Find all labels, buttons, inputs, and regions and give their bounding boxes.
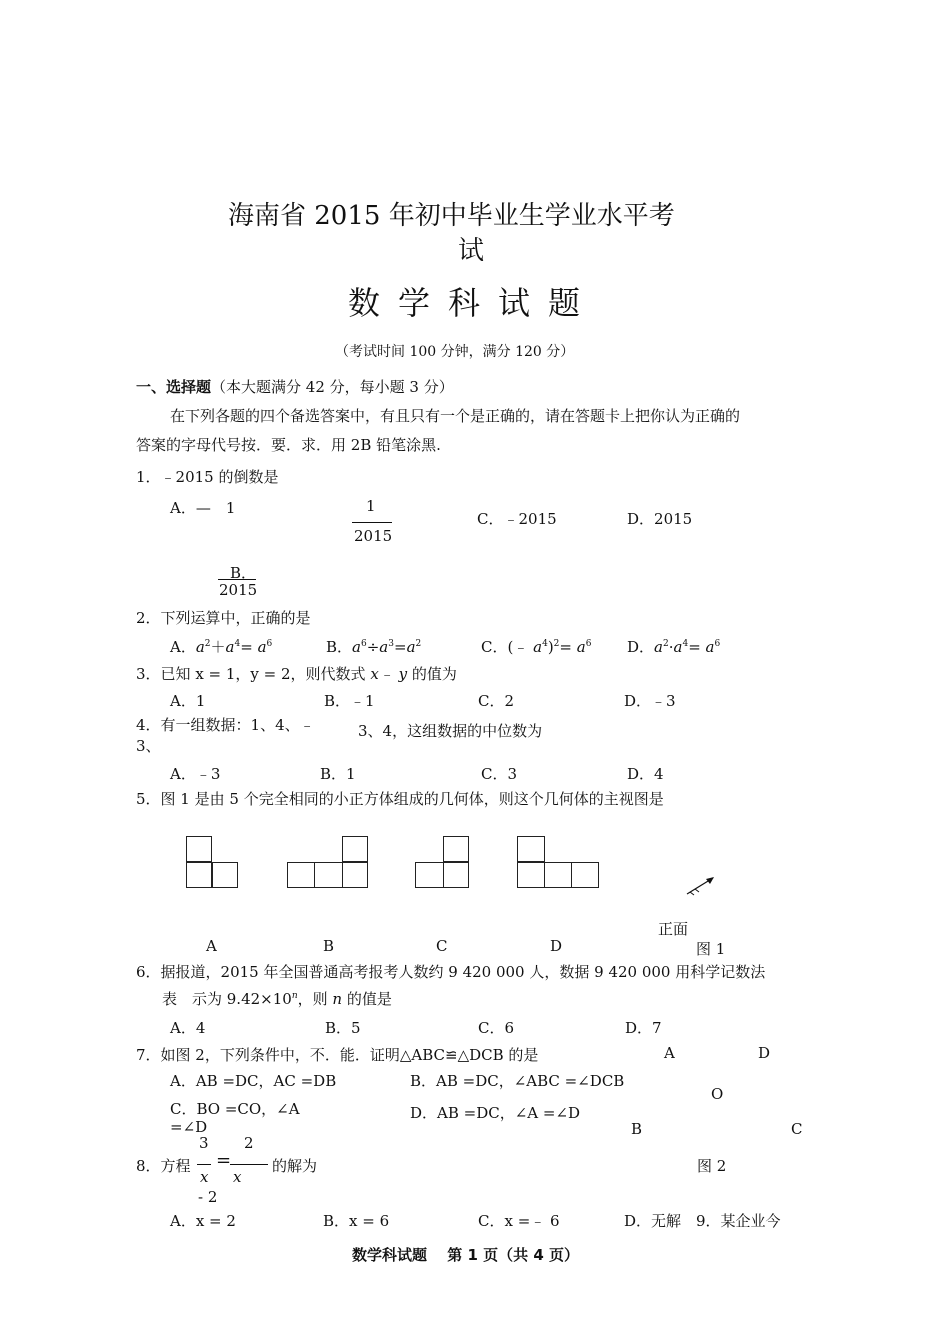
q2-a-exp1: 2 xyxy=(204,639,211,649)
q3-option-c: C．2 xyxy=(478,692,515,710)
q2-c-eq: = xyxy=(559,638,572,656)
q1-option-b-label: B． xyxy=(230,564,257,582)
q2-a-op: ＋ xyxy=(210,638,226,656)
q5-b-cube-top xyxy=(342,836,368,862)
title-line1: 海南省 2015 年初中毕业生学业水平考 xyxy=(228,201,675,231)
q2-d-exp3: 6 xyxy=(714,639,721,649)
q6-stem-end: 的值是 xyxy=(346,990,392,1008)
q2-b-var3: a xyxy=(406,638,416,656)
q8-option-c: C．x =﹣ 6 xyxy=(478,1212,560,1230)
q2-b-var1: a xyxy=(352,638,361,656)
q4-option-a: A．﹣3 xyxy=(170,765,221,783)
q7-option-a: A．AB =DC，AC =DB xyxy=(170,1072,337,1090)
q2-c-exp1: 4 xyxy=(542,639,548,649)
q2-c-exp2: 2 xyxy=(553,639,560,649)
q2-a-label: A． xyxy=(170,638,196,656)
q2-b-exp1: 6 xyxy=(360,639,367,649)
q5-fig-label: 图 1 xyxy=(696,940,726,958)
q6-stem-var: n xyxy=(332,990,343,1008)
q2-d-exp2: 4 xyxy=(682,639,689,649)
q2-option-a xyxy=(170,636,272,657)
q2-c-open: (﹣ xyxy=(507,638,529,656)
q2-b-exp3: 2 xyxy=(415,639,422,649)
q2-b-var2: a xyxy=(379,638,389,656)
section1-heading: 一、选择题 xyxy=(136,378,212,396)
q3-stem-expr: x﹣ y xyxy=(370,665,408,683)
q5-stem: 5．图 1 是由 5 个完全相同的小正方体组成的几何体，则这个几何体的主视图是 xyxy=(136,790,664,808)
q3-option-d: D．﹣3 xyxy=(624,692,676,710)
instruction-line2: 答案的字母代号按．要．求．用 2B 铅笔涂黑. xyxy=(136,436,441,454)
q5-a-cube-bottom-2 xyxy=(212,862,238,888)
q2-c-var1: a xyxy=(533,638,543,656)
q6-stem-line2 xyxy=(162,988,392,1009)
q4-option-c: C．3 xyxy=(481,765,518,783)
q6-stem-line1: 6．据报道，2015 年全国普通高考报考人数约 9 420 000 人，数据 9 420 000 用科学记数法 xyxy=(136,963,766,981)
q2-stem: 2．下列运算中，正确的是 xyxy=(136,609,311,627)
q8-equals: = xyxy=(216,1150,232,1171)
q5-label-b: B xyxy=(323,937,335,955)
q6-option-c: C．6 xyxy=(478,1019,515,1037)
q5-a-cube-top xyxy=(186,836,212,862)
q2-a-var1: a xyxy=(195,638,205,656)
section1-heading-row xyxy=(136,376,454,397)
q2-option-d xyxy=(627,636,720,657)
q4-option-d: D．4 xyxy=(627,765,664,783)
q2-a-exp3: 6 xyxy=(266,639,273,649)
title-line2: 试 xyxy=(458,236,485,266)
subject-title: 数学科试题 xyxy=(348,284,599,322)
front-direction-arrow-icon xyxy=(684,872,718,898)
q3-stem-mid: x = 1，y = 2，则代数式 xyxy=(195,665,366,683)
q8-den1-extra: - 2 xyxy=(198,1188,218,1206)
q2-c-var2: a xyxy=(576,638,586,656)
q5-d-cube-bottom-2 xyxy=(544,862,572,888)
q5-a-cube-bottom-1 xyxy=(186,862,212,888)
q5-b-cube-bottom-1 xyxy=(287,862,315,888)
q3-stem-pre: 3．已知 xyxy=(136,665,191,683)
q2-c-close: ) xyxy=(547,638,554,656)
q2-c-label: C． xyxy=(481,638,508,656)
q7-option-c-line2: =∠D xyxy=(170,1118,208,1136)
fig2-point-b: B xyxy=(631,1120,643,1138)
fig2-label: 图 2 xyxy=(697,1157,727,1175)
q4-stem-c: 3、 xyxy=(136,737,161,755)
q3-stem-post: 的值为 xyxy=(411,665,457,683)
q3-stem xyxy=(136,663,457,684)
q4-stem-b: 3、4，这组数据的中位数为 xyxy=(358,722,543,740)
q2-d-label: D． xyxy=(627,638,655,656)
q2-a-var2: a xyxy=(225,638,235,656)
q5-label-a: A xyxy=(206,937,217,955)
q5-c-cube-bottom-2 xyxy=(443,862,469,888)
q5-c-cube-top xyxy=(443,836,469,862)
q5-c-cube-bottom-1 xyxy=(415,862,444,888)
q2-d-var3: a xyxy=(705,638,715,656)
q8-den2: x xyxy=(233,1168,242,1186)
q2-b-op: ÷ xyxy=(366,638,380,656)
q7-option-b: B．AB =DC，∠ABC =∠DCB xyxy=(410,1072,625,1090)
q2-d-eq: = xyxy=(688,638,701,656)
q1-option-c: C．﹣2015 xyxy=(477,510,557,528)
q7-stem: 7．如图 2，下列条件中，不．能．证明△ABC≌△DCB 的是 xyxy=(136,1046,539,1064)
q8-stem-pre: 8．方程 xyxy=(136,1157,191,1175)
q5-label-c: C xyxy=(436,937,448,955)
q2-option-b xyxy=(326,636,421,657)
q8-fraction-line-2 xyxy=(230,1164,268,1165)
q2-d-var1: a xyxy=(654,638,663,656)
q5-b-cube-bottom-3 xyxy=(342,862,368,888)
q5-d-cube-bottom-1 xyxy=(517,862,545,888)
q6-stem-pre: 表 示为 9.42×10 xyxy=(162,990,292,1008)
q2-b-eq: = xyxy=(393,638,407,656)
q6-option-d: D．7 xyxy=(625,1019,662,1037)
q4-option-b: B．1 xyxy=(320,765,356,783)
q6-option-a: A．4 xyxy=(170,1019,206,1037)
q9-stem-start: 9．某企业今 xyxy=(696,1212,781,1230)
q3-option-b: B．﹣1 xyxy=(324,692,375,710)
fig2-point-a: A xyxy=(664,1044,675,1062)
q7-option-c-line1: C．BO =CO，∠A xyxy=(170,1100,300,1118)
q1-a-fraction-line xyxy=(352,522,392,523)
q1-option-d: D．2015 xyxy=(627,510,693,528)
page-footer: 数学科试题 第 1 页（共 4 页） xyxy=(352,1246,579,1264)
q4-stem-a: 4．有一组数据：1、4、﹣ xyxy=(136,716,315,734)
q8-den1: x xyxy=(200,1168,209,1186)
q5-d-cube-top xyxy=(517,836,545,862)
q2-c-exp3: 6 xyxy=(585,639,592,649)
q6-stem-exp: n xyxy=(291,991,298,1001)
fig2-point-d: D xyxy=(758,1044,771,1062)
q2-a-exp2: 4 xyxy=(234,639,241,649)
q2-b-exp2: 3 xyxy=(388,639,394,649)
q8-option-b: B．x = 6 xyxy=(323,1212,390,1230)
q5-label-d: D xyxy=(550,937,563,955)
q2-d-op: · xyxy=(668,638,674,656)
q2-option-c xyxy=(481,636,591,657)
exam-info: （考试时间 100 分钟，满分 120 分） xyxy=(335,344,575,360)
q8-num1: 3 xyxy=(199,1134,209,1152)
q1-b-fraction-line xyxy=(218,579,256,580)
q6-stem-post: ，则 xyxy=(297,990,328,1008)
q2-a-eq: = xyxy=(240,638,253,656)
q1-a-numerator: 1 xyxy=(366,497,376,515)
q3-option-a: A．1 xyxy=(170,692,206,710)
q8-num2: 2 xyxy=(244,1134,254,1152)
q5-front-label: 正面 xyxy=(658,920,689,938)
q6-option-b: B．5 xyxy=(325,1019,361,1037)
q8-option-d: D．无解 xyxy=(624,1212,682,1230)
q1-a-denominator: 2015 xyxy=(354,527,393,545)
section1-heading-note: （本大题满分 42 分，每小题 3 分） xyxy=(211,378,454,396)
q8-stem-post: 的解为 xyxy=(272,1157,318,1175)
q5-d-cube-bottom-3 xyxy=(571,862,599,888)
instruction-line1: 在下列各题的四个备选答案中，有且只有一个是正确的，请在答题卡上把你认为正确的 xyxy=(170,407,741,425)
q8-option-a: A．x = 2 xyxy=(170,1212,236,1230)
q5-b-cube-bottom-2 xyxy=(314,862,343,888)
q2-a-var3: a xyxy=(257,638,267,656)
q2-b-label: B． xyxy=(326,638,353,656)
q1-b-denominator: 2015 xyxy=(219,581,258,599)
q7-option-d: D．AB =DC，∠A =∠D xyxy=(410,1104,581,1122)
q1-option-a: A．— 1 xyxy=(170,499,236,517)
q1-stem: 1．﹣2015 的倒数是 xyxy=(136,468,279,486)
q2-d-var2: a xyxy=(673,638,683,656)
q2-d-exp1: 2 xyxy=(662,639,669,649)
fig2-point-c: C xyxy=(791,1120,803,1138)
fig2-point-o: O xyxy=(711,1085,724,1103)
q8-fraction-line-1 xyxy=(197,1164,211,1165)
